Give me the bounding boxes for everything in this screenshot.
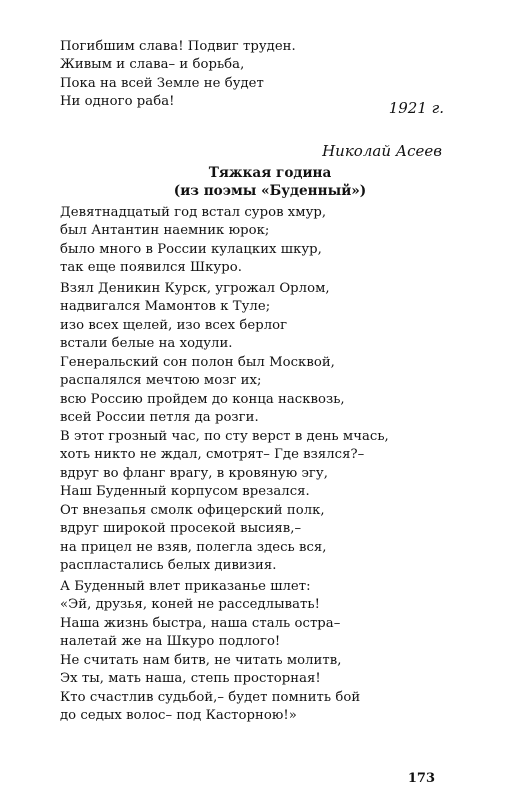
stanza-6 [60, 578, 480, 651]
poem-line: был Антантин наемник юрок; [60, 223, 270, 239]
stanza-4 [60, 428, 480, 501]
poem-line: распалялся мечтою мозг их; [60, 373, 262, 389]
poem-line: Пока на всей Земле не будет [60, 75, 264, 91]
stanza-5 [60, 502, 480, 575]
poem-line: Наша жизнь быстра, наша сталь остра– [60, 615, 341, 631]
poem-line: Не считать нам битв, не читать молитв, [60, 653, 342, 668]
poem-line: А Буденный влет приказанье шлет: [60, 579, 311, 594]
stanza-3 [60, 354, 480, 427]
poem-line: встали белые на ходули. [60, 335, 233, 351]
poem-line: От внезапья смолк офицерский полк, [60, 503, 325, 518]
poem-line: до седых волос– под Касторною!» [60, 707, 297, 723]
poem-line: надвигался Мамонтов к Туле; [60, 299, 271, 315]
poem-line: В этот грозный час, по сту верст в день мчась, [60, 429, 389, 444]
author-name: Николай Асеев [322, 142, 442, 160]
poem-line: вдруг широкой просекой высияв,– [60, 521, 302, 537]
poem-line: было много в России кулацких шкур, [60, 241, 322, 257]
poem-line: распластались белых дивизия. [60, 557, 277, 573]
stanza-7 [60, 652, 480, 725]
poem-line: Эх ты, мать наша, степь просторная! [60, 671, 321, 687]
poem-line: Живым и слава– и борьба, [60, 57, 245, 73]
poem-line: так еще появился Шкуро. [60, 259, 242, 275]
poem-line: «Эй, друзья, коней не расседлывать! [60, 597, 320, 613]
poem-line: хоть никто не ждал, смотрят– Где взялся?– [60, 447, 365, 463]
poem-line: налетай же на Шкуро подлого! [60, 633, 281, 649]
stanza-2 [60, 280, 480, 353]
poem-line: на прицел не взяв, полегла здесь вся, [60, 539, 327, 555]
poem-line: Генеральский сон полон был Москвой, [60, 355, 335, 370]
poem-line: всей России петля да розги. [60, 409, 259, 425]
poem-line: Кто счастлив судьбой,– будет помнить бой [60, 689, 361, 705]
poem-line: Погибшим слава! Подвиг труден. [60, 39, 296, 54]
poem-line: Девятнадцатый год встал суров хмур, [60, 205, 327, 220]
poem-line: Взял Деникин Курск, угрожал Орлом, [60, 281, 330, 296]
stanza-1 [60, 204, 480, 277]
poem-line: изо всех щелей, изо всех берлог [60, 317, 288, 333]
poem-line: Ни одного раба! [60, 93, 175, 109]
page-number: 173 [407, 771, 435, 786]
poem-heading [120, 164, 420, 200]
poem-line: вдруг во фланг врагу, в кровяную эгу, [60, 465, 328, 481]
poem-subtitle: (из поэмы «Буденный») [173, 183, 367, 199]
poem-date: 1921 г. [388, 99, 444, 117]
poem-title: Тяжкая година [208, 165, 332, 181]
poem-line: Наш Буденный корпусом врезался. [60, 483, 310, 499]
poem-line: всю Россию пройдем до конца насквозь, [60, 391, 345, 407]
